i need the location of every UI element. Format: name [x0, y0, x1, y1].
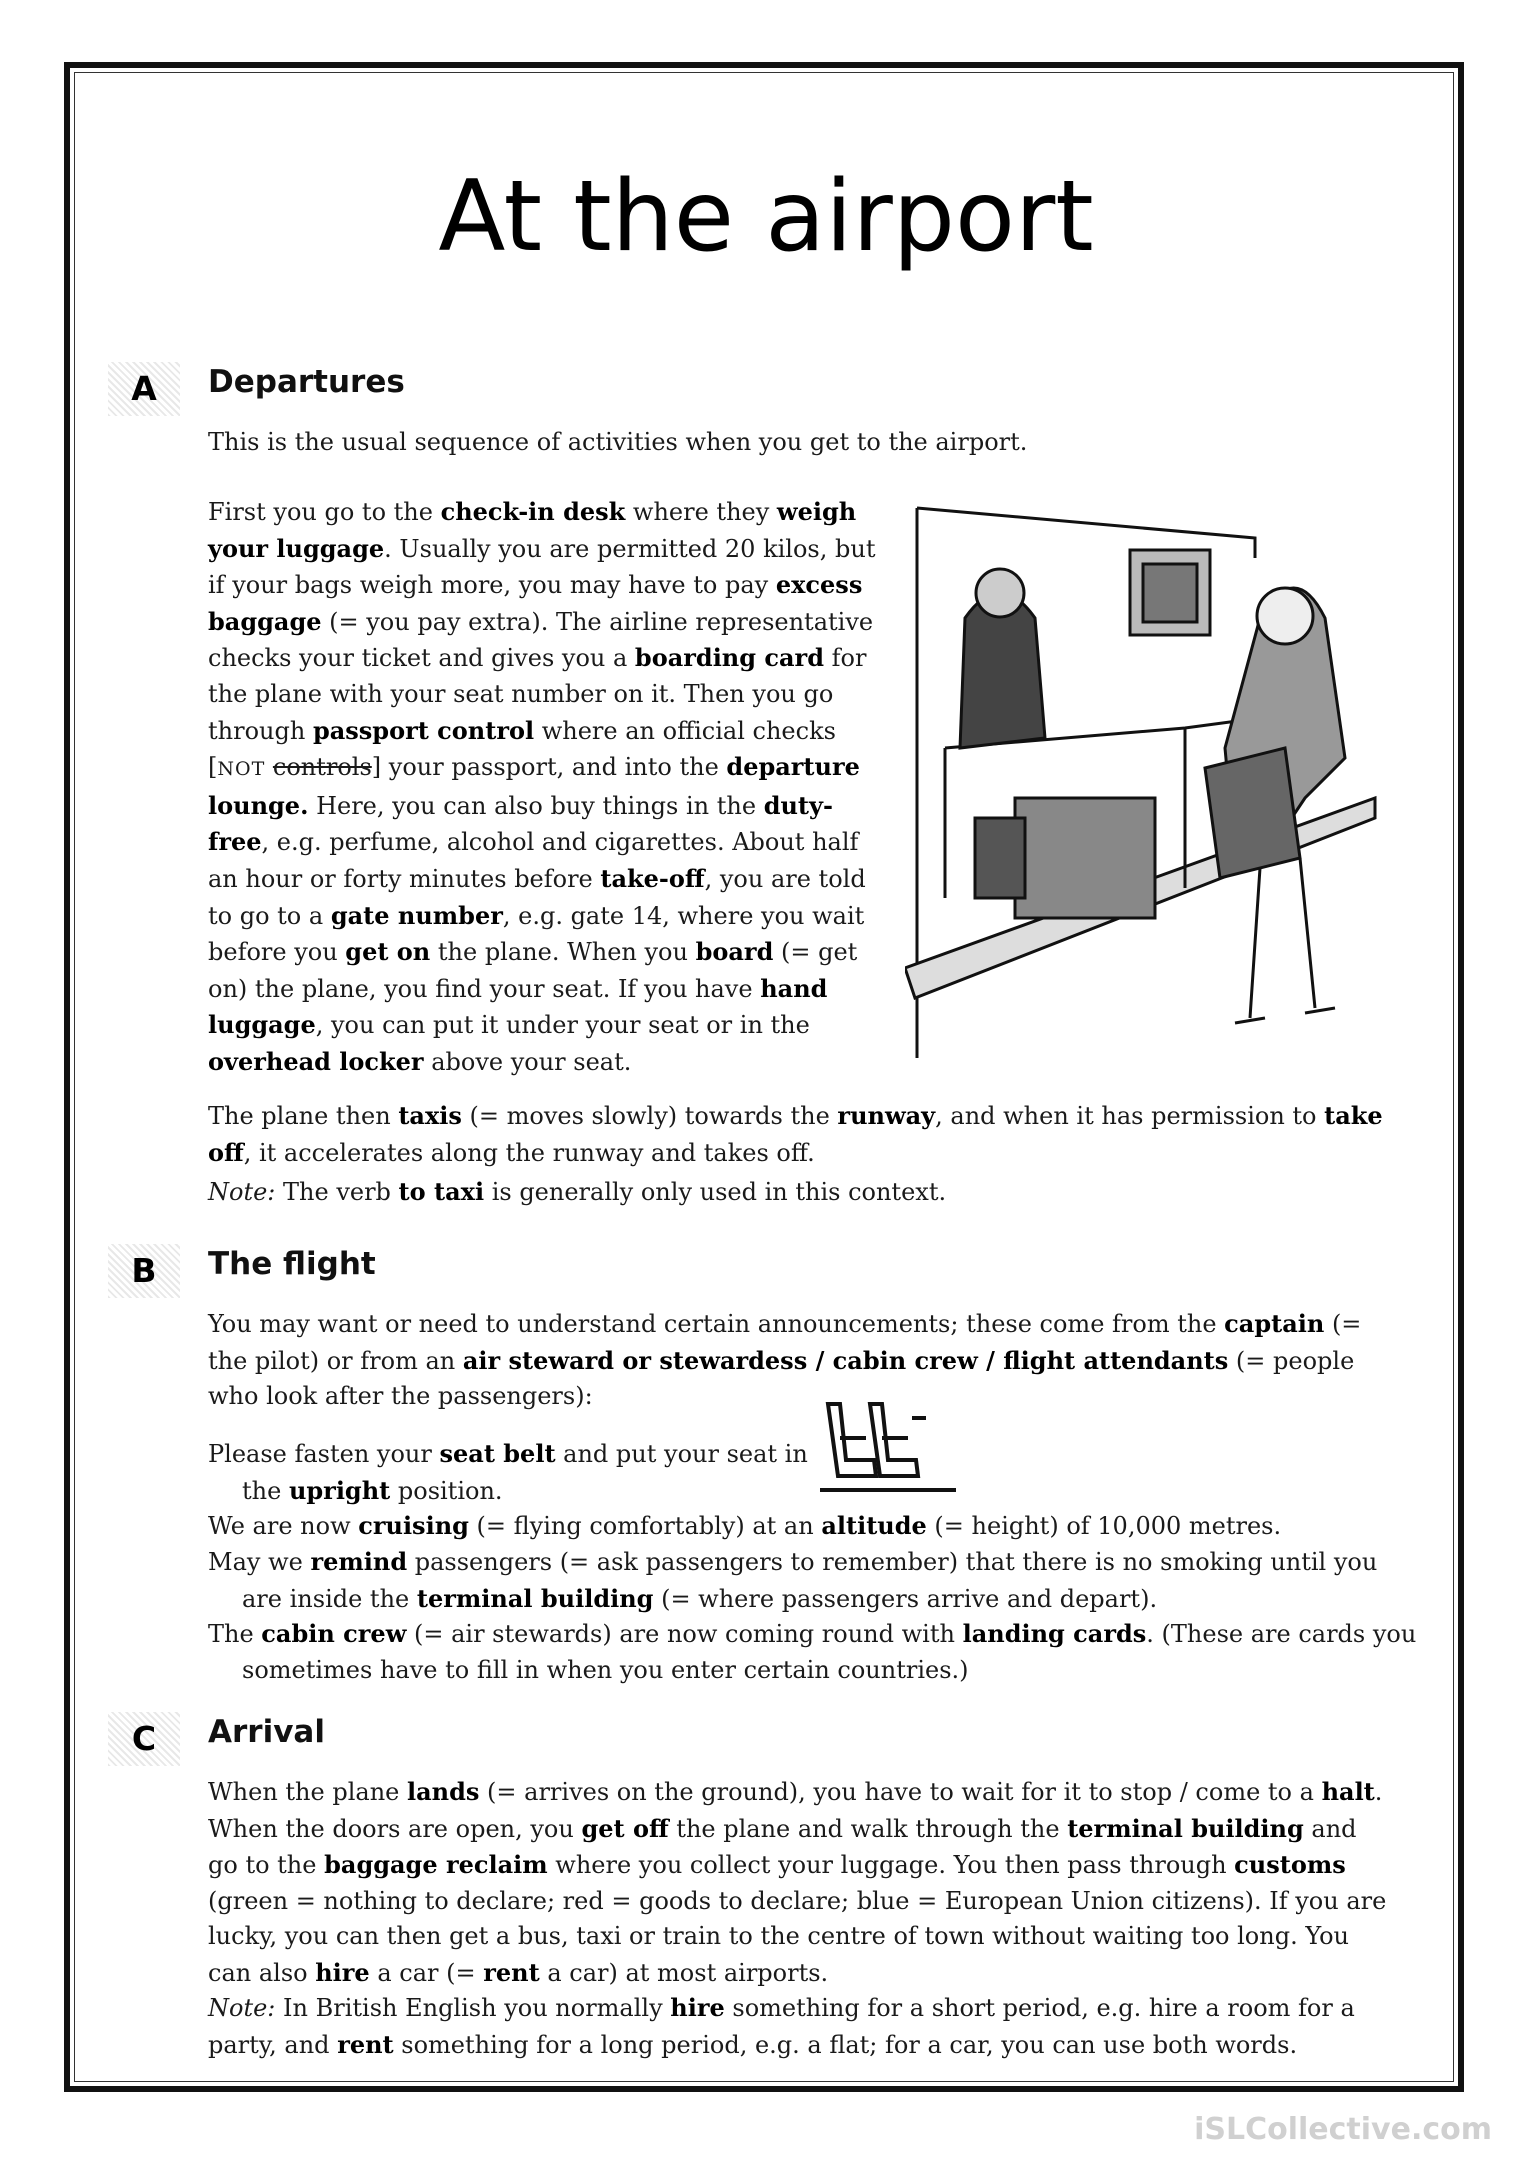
- section-b-intro: You may want or need to understand certain announcements; these come from the captain (= the pilot) or from an air steward or stewardess / cabin crew / flight attendants (= people who look after the passengers):: [208, 1309, 1362, 1411]
- airplane-seats-icon: [818, 1398, 958, 1496]
- section-a-heading: Departures: [208, 364, 405, 400]
- section-a-letter: A: [108, 362, 180, 416]
- section-a-intro: This is the usual sequence of activities when you get to the airport.: [208, 428, 1028, 456]
- section-c-note: Note: In British English you normally hire something for a short period, e.g. hire a room for a party, and rent something for a long period, e.g. a flat; for a car, you can use both words.: [208, 1993, 1355, 2059]
- section-b-letter: B: [108, 1244, 180, 1298]
- section-c-heading: Arrival: [208, 1714, 325, 1750]
- section-a-note: Note: The verb to taxi is generally only used in this context.: [208, 1177, 947, 1206]
- section-a-taxi-paragraph: The plane then taxis (= moves slowly) towards the runway, and when it has permission to take off, it accelerates along the runway and takes off.: [208, 1101, 1383, 1167]
- page-title: At the airport: [438, 160, 1094, 274]
- checkin-desk-illustration: [905, 498, 1380, 1073]
- announcement-seatbelt: Please fasten your seat belt and put your seat in the upright position.: [208, 1439, 808, 1505]
- watermark: iSLCollective.com: [1194, 2112, 1492, 2147]
- section-c-paragraph: When the plane lands (= arrives on the ground), you have to wait for it to stop / come to a halt. When the doors are open, you get off the plane and walk through the terminal building and go to the baggage reclaim where you collect your luggage. You then pass through customs (green = nothing to declare; red = goods to declare; blue = European Union citizens). If you are lucky, you can then get a bus, taxi or train to the centre of town without waiting too long. You can also hire a car (= rent a car) at most airports.: [208, 1777, 1387, 1987]
- announcement-landing-cards: The cabin crew (= air stewards) are now coming round with landing cards. (These are cards you sometimes have to fill in when you enter certain countries.): [208, 1619, 1417, 1684]
- section-a-main-paragraph: First you go to the check-in desk where they weigh your luggage. Usually you are permitted 20 kilos, but if your bags weigh more, you may have to pay excess baggage (= you pay extra). The airline representative checks your ticket and gives you a boarding card for the plane with your seat number on it. Then you go through passport control where an official checks [NOT controls] your passport, and into the departure lounge. Here, you can also buy things in the duty-free, e.g. perfume, alcohol and cigarettes. About half an hour or forty minutes before take-off, you are told to go to a gate number, e.g. gate 14, where you wait before you get on the plane. When you board (= get on) the plane, you find your seat. If you have hand luggage, you can put it under your seat or in the overhead locker above your seat.: [208, 497, 876, 1076]
- announcement-cruising: We are now cruising (= flying comfortably) at an altitude (= height) of 10,000 metres.: [208, 1511, 1282, 1540]
- section-c-letter: C: [108, 1712, 180, 1766]
- section-b-heading: The flight: [208, 1246, 376, 1282]
- announcement-smoking: May we remind passengers (= ask passengers to remember) that there is no smoking until you are inside the terminal building (= where passengers arrive and depart).: [208, 1547, 1378, 1613]
